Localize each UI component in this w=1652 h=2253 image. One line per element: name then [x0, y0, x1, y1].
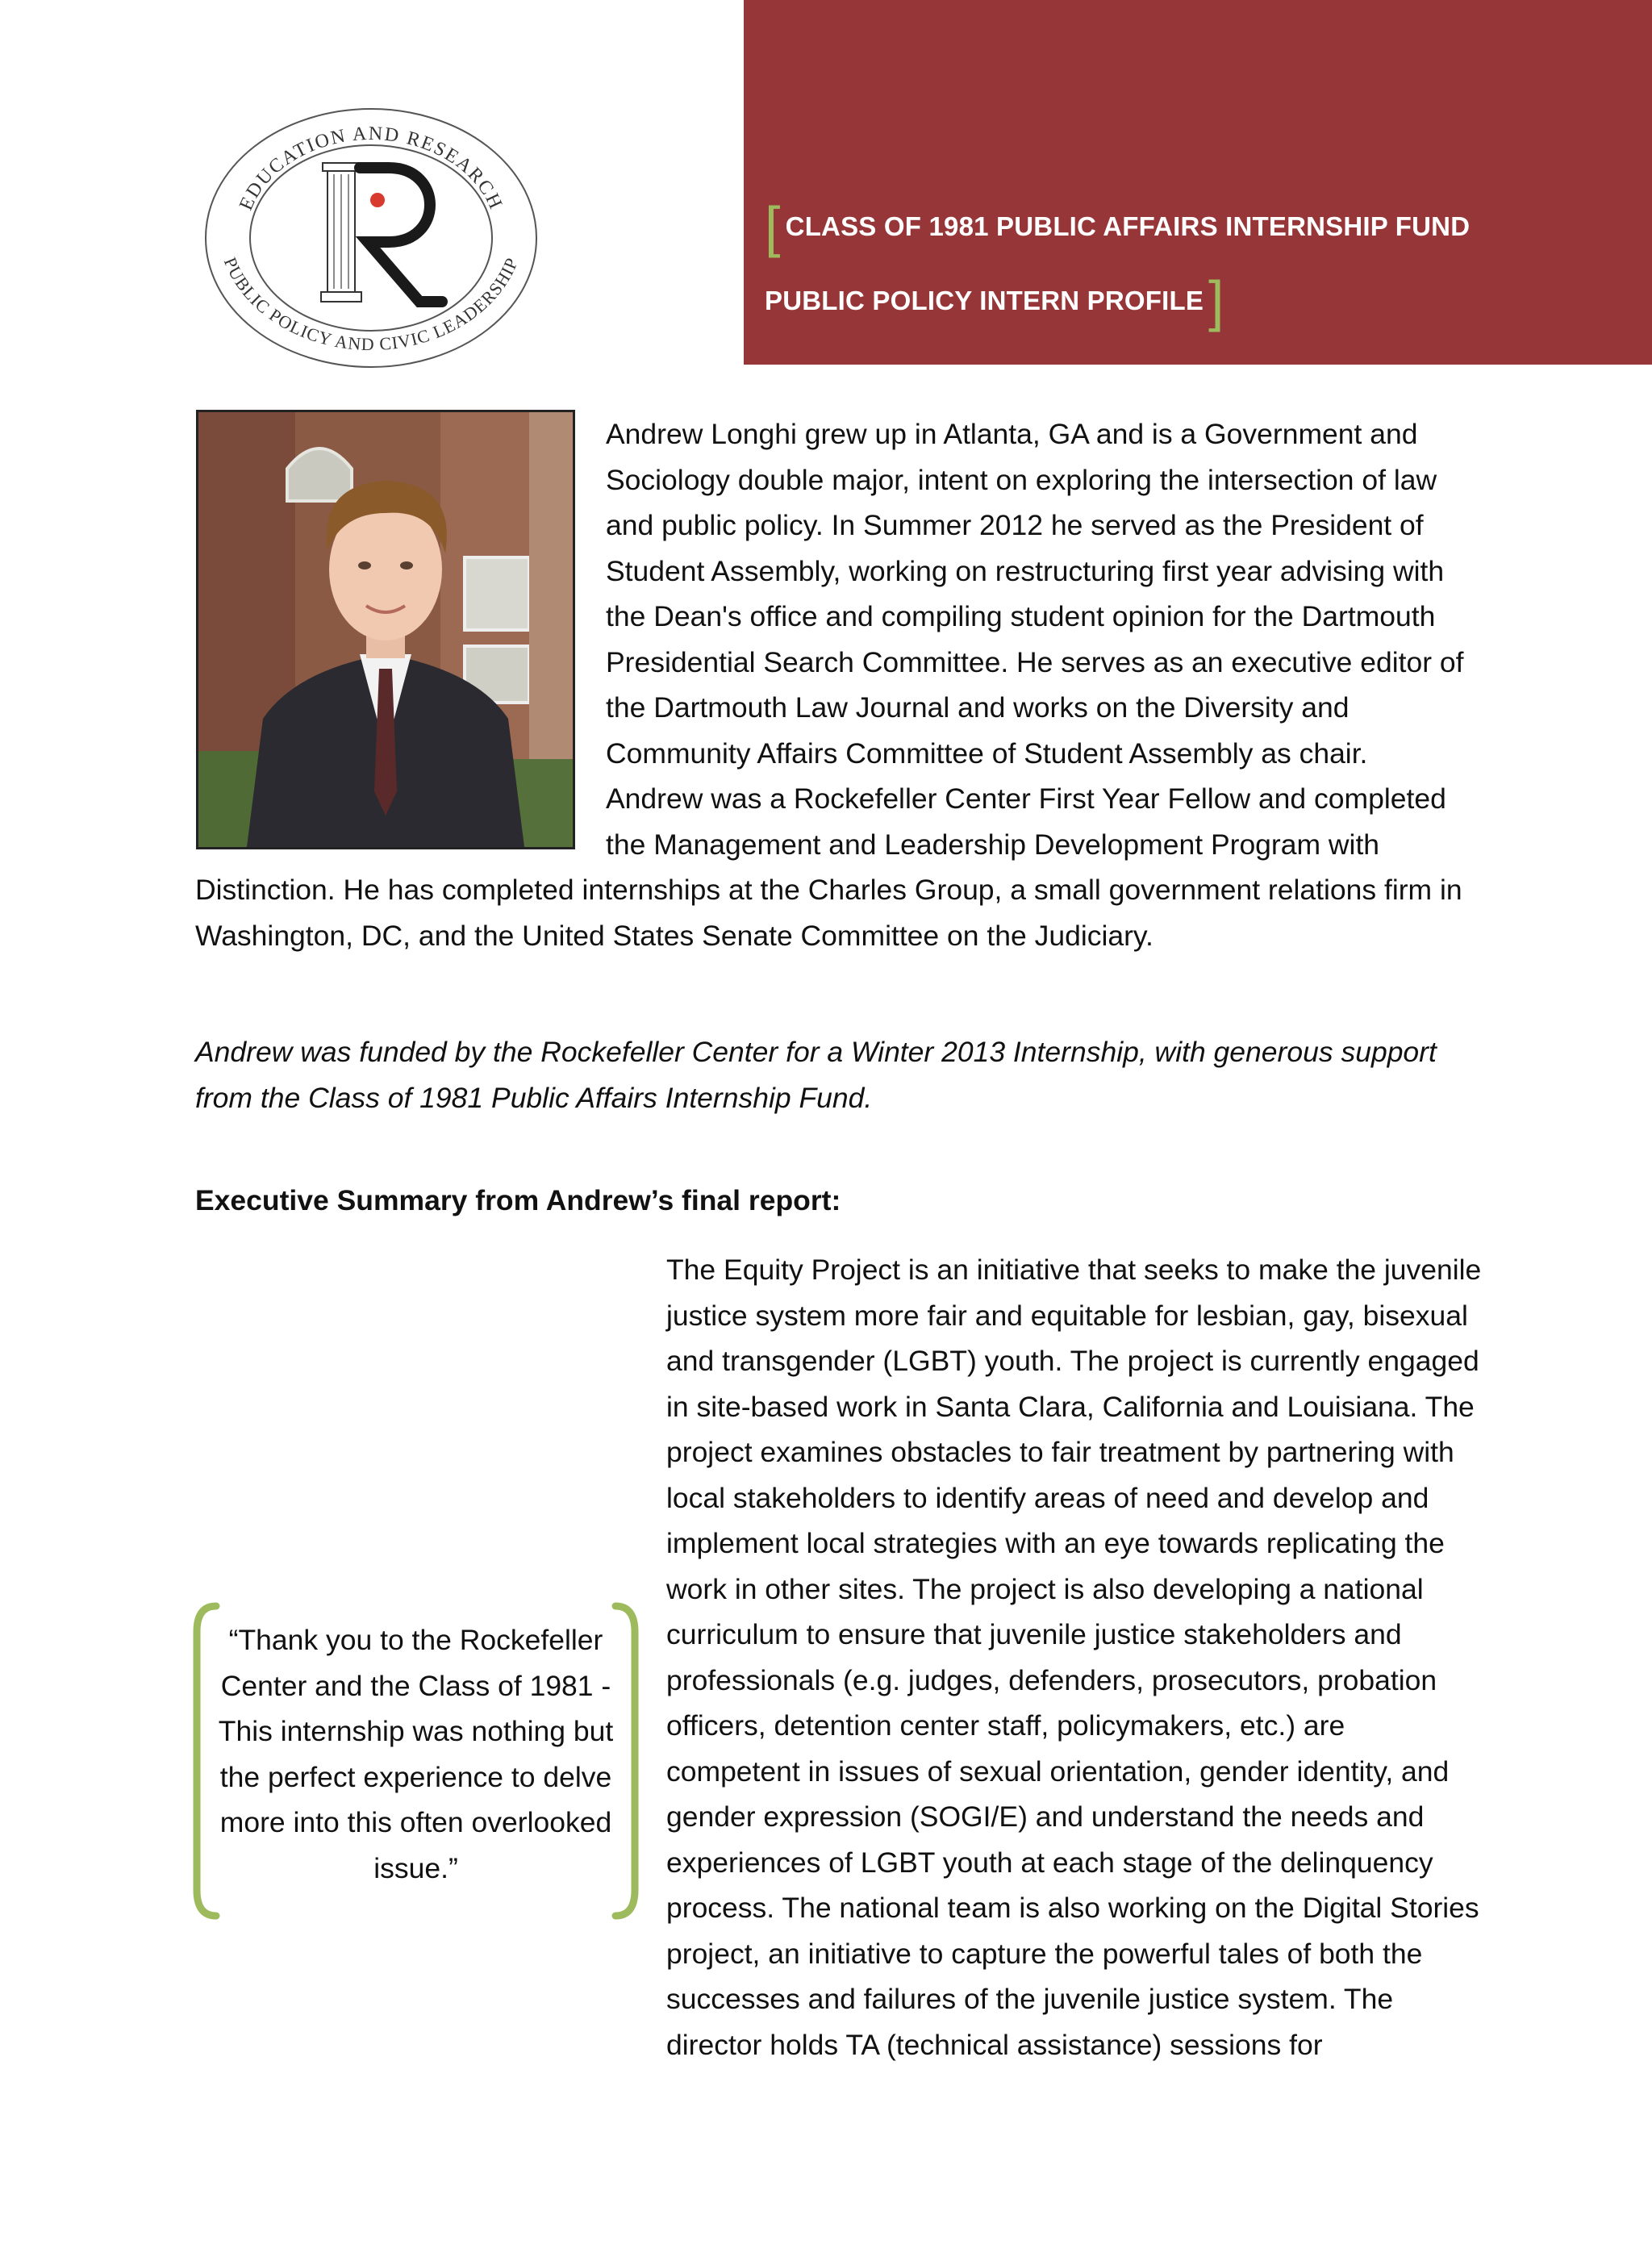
bio-paragraph	[195, 411, 1470, 958]
svg-text:PUBLIC POLICY AND CIVIC LEADER	[220, 254, 522, 354]
executive-summary-heading: Executive Summary from Andrew’s final report:	[195, 1184, 841, 1216]
rockefeller-logo	[202, 105, 540, 371]
profile-title: PUBLIC POLICY INTERN PROFILE	[765, 286, 1204, 315]
funding-note: Andrew was funded by the Rockefeller Center for a Winter 2013 Internship, with generous support from the Class of 1981 Public Affairs Internship Fund.	[195, 1036, 1437, 1114]
bio-text: Andrew Longhi grew up in Atlanta, GA and is a Government and Sociology double major, intent on exploring the intersection of law and public policy. In Summer 2012 he served as the President of Student Assembly, working on restructuring first year advising with the Dean's office and compiling student opinion for the Dartmouth Presidential Search Committee. He serves as an executive editor of the Dartmouth Law Journal and works on the Diversity and Community Affairs Committee of Student Assembly as chair. Andrew was a Rockefeller Center First Year Fellow and completed the Management and Leadership Development Program with Distinction. He has completed internships at the Charles Group, a small government relations firm in Washington, DC, and the United States Senate Committee on the Judiciary.	[195, 418, 1464, 952]
header-line-1	[765, 195, 1471, 258]
summary-text: The Equity Project is an initiative that seeks to make the juvenile justice system more fair and equitable for lesbian, gay, bisexual and transgender (LGBT) youth. The project is currently engaged in site-based work in Santa Clara, California and Louisiana. The project examines obstacles to fair treatment by partnering with local stakeholders to identify areas of need and develop and implement local strategies with an eye towards replicating the work in other sites. The project is also developing a national curriculum to ensure that juvenile justice stakeholders and professionals (e.g. judges, defenders, prosecutors, probation officers, detention center staff, policymakers, etc.) are competent in issues of sexual orientation, gender identity, and gender expression (SOGI/E) and understand the needs and experiences of LGBT youth at each stage of the delinquency process. The national team is also working on the Digital Stories project, an initiative to capture the powerful tales of both the successes and failures of the juvenile justice system. The director holds TA (technical assistance) sessions for	[666, 1254, 1482, 2061]
quote-text: “Thank you to the Rockefeller Center and the Class of 1981 - This internship was nothing but the perfect experience to delve more into this often overlooked issue.”	[218, 1624, 614, 1884]
open-bracket-icon: [	[765, 195, 781, 258]
close-bracket-icon: ]	[1208, 269, 1224, 332]
header-line-2	[765, 269, 1224, 332]
logo-top-text: EDUCATION AND RESEARCH	[236, 123, 507, 214]
quote-box	[192, 1600, 640, 1922]
logo-bottom-text: PUBLIC POLICY AND CIVIC LEADERSHIP	[219, 254, 523, 355]
header-band	[744, 0, 1652, 365]
fund-title: CLASS OF 1981 PUBLIC AFFAIRS INTERNSHIP FUND	[785, 211, 1471, 241]
